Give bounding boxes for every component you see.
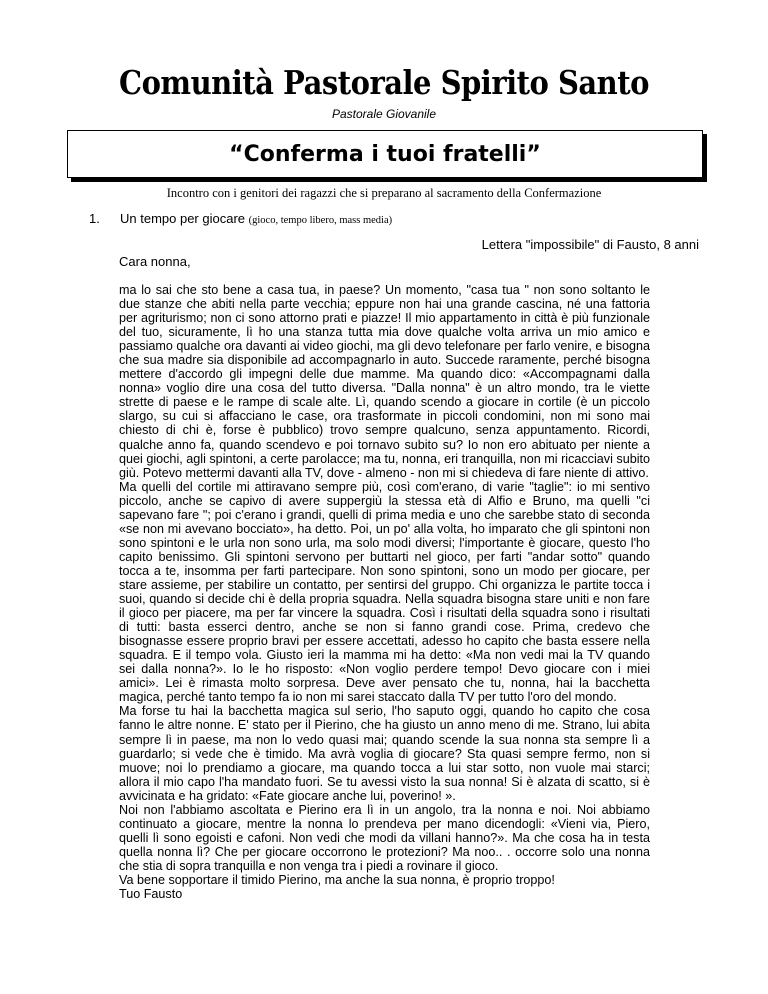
department-subtitle: Pastorale Giovanile	[331, 107, 437, 121]
letter-salutation: Cara nonna,	[119, 254, 191, 269]
meeting-intro: Incontro con i genitori dei ragazzi che si preparano al sacramento della Confermazione	[166, 186, 602, 200]
letter-paragraph: Va bene sopportare il timido Pierino, ma anche la sua nonna, è proprio troppo!	[119, 872, 555, 887]
letter-paragraph: Ma forse tu hai la bacchetta magica sul serio, l'ho saputo oggi, quando ho capito che cosa fanno le altre nonne. E' stato per il Pierino, che ha giusto un anno meno di me. Strano, lui abita sempre lì in paese, ma non lo vedo quasi mai; quando scende la sua nonna sta sempre lì a guardarlo; si vede che è timido. Ma avrà voglia di giocare? Sta quasi sempre fermo, non si muove; noi lo prendiamo a giocare, ma quando tocca a lui star sotto, non vuole mai starci; allora il mio capo l'ha mandato fuori. Se tu avessi visto la sua nonna! Si è alzata di scatto, si è avvicinata e ha gridato: «Fate giocare anche lui, poverino! ».	[119, 704, 650, 803]
section-note: (gioco, tempo libero, mass media)	[248, 215, 393, 226]
theme-title: “Conferma i tuoi fratelli”	[229, 141, 541, 167]
letter-body	[119, 283, 650, 901]
community-title: Comunità Pastorale Spirito Santo	[118, 63, 649, 103]
letter-signature: Tuo Fausto	[119, 887, 183, 902]
letter-paragraph: Noi non l'abbiamo ascoltata e Pierino era lì in un angolo, tra la nonna e noi. Noi abbiamo continuato a giocare, mentre la nonna lo prendeva per mano dicendogli: «Vieni via, Piero, quelli lì sono egoisti e cafoni. Non vedi che modi da villani hanno?». Ma che cosa ha in testa quella nonna lì? Che per giocare occorrono le protezioni? Ma noo.. . occorre solo una nonna che stia di sopra tranquilla e non venga tra i piedi a rovinare il gioco.	[119, 802, 650, 873]
theme-banner	[67, 130, 703, 178]
section-title: Un tempo per giocare	[120, 211, 246, 226]
section-title-line	[120, 211, 392, 226]
letter-paragraph: ma lo sai che sto bene a casa tua, in paese? Un momento, "casa tua " non sono soltanto le due stanze che abiti nella parte vecchia; eppure non hai una grande cascina, né una fattoria per agriturismo; non ci sono attorno prati e piazze! Il mio appartamento in città è più funzionale del tuo, sicuramente, lì ho una stanza tutta mia dove qualche volta arriva un mio amico e passiamo qualche ora davanti ai video giochi, ma gli devo telefonare per farlo venire, e bisogna che sua madre sia disponibile ad accompagnarlo in auto. Succede raramente, perché bisogna mettere d'accordo gli impegni delle due mamme. Ma quando dico: «Accompagnami dalla nonna» voglio dire una cosa del tutto diversa. "Dalla nonna" è un altro mondo, tra le viette strette di paese e le rampe di scale alte. Lì, quando scendo a giocare in cortile (è un piccolo slargo, su cui si affacciano le case, ora trasformate in piccoli condomini, non mi sono mai chiesto di chi è, forse è pubblico) trovo sempre qualcuno, senza appuntamento. Ricordi, qualche anno fa, quando scendevo e poi tornavo subito su? Io non ero abituato per niente a quei giochi, agli spintoni, a certe parolacce; ma tu, nonna, eri tranquilla, non mi ricacciavi subito giù. Potevo mettermi davanti alla TV, dove - almeno - non mi si chiedeva di fare niente di attivo.	[119, 283, 650, 480]
section-number: 1.	[89, 211, 100, 226]
letter-paragraph: Ma quelli del cortile mi attiravano sempre più, così com'erano, di varie "taglie": io mi sentivo piccolo, anche se capivo di avere suppergiù la stessa età di Alfio e Bruno, ma quelli "ci sapevano fare "; poi c'erano i grandi, quelli di prima media e uno che sarebbe stato di seconda «se non mi avevano bocciato», ha detto. Poi, un po' alla volta, ho imparato che gli spintoni non sono spintoni e le urla non sono urla, ma solo modi diversi; l'importante è giocare, questo l'ho capito benissimo. Gli spintoni servono per buttarti nel gioco, per farti "andar sotto" quando tocca a te, insomma per farti partecipare. Non sono spintoni, sono un modo per giocare, per stare assieme, per stabilire un contatto, per sentirsi del gruppo. Chi organizza le partite tocca i suoi, quando si decide chi è della propria squadra. Nella squadra bisogna stare uniti e non fare il gioco per piacere, ma per far vincere la squadra. Così i risultati della squadra sono i risultati di tutti: basta esserci dentro, anche se non si fanno grandi cose. Prima, credevo che bisognasse essere proprio bravi per essere accettati, adesso ho capito che basta essere nella squadra. E il tempo vola. Giusto ieri la mamma mi ha detto: «Ma non vedi mai la TV quando sei dalla nonna?». Io le ho risposto: «Non voglio perdere tempo! Devo giocare con i miei amici». Lei è rimasta molto sorpresa. Deve aver pensato che tu, nonna, hai la bacchetta magica, perché tanto tempo fa io non mi sarei staccato dalla TV per tutto l'oro del mondo.	[119, 479, 650, 705]
letter-attribution: Lettera "impossibile" di Fausto, 8 anni	[481, 237, 699, 252]
